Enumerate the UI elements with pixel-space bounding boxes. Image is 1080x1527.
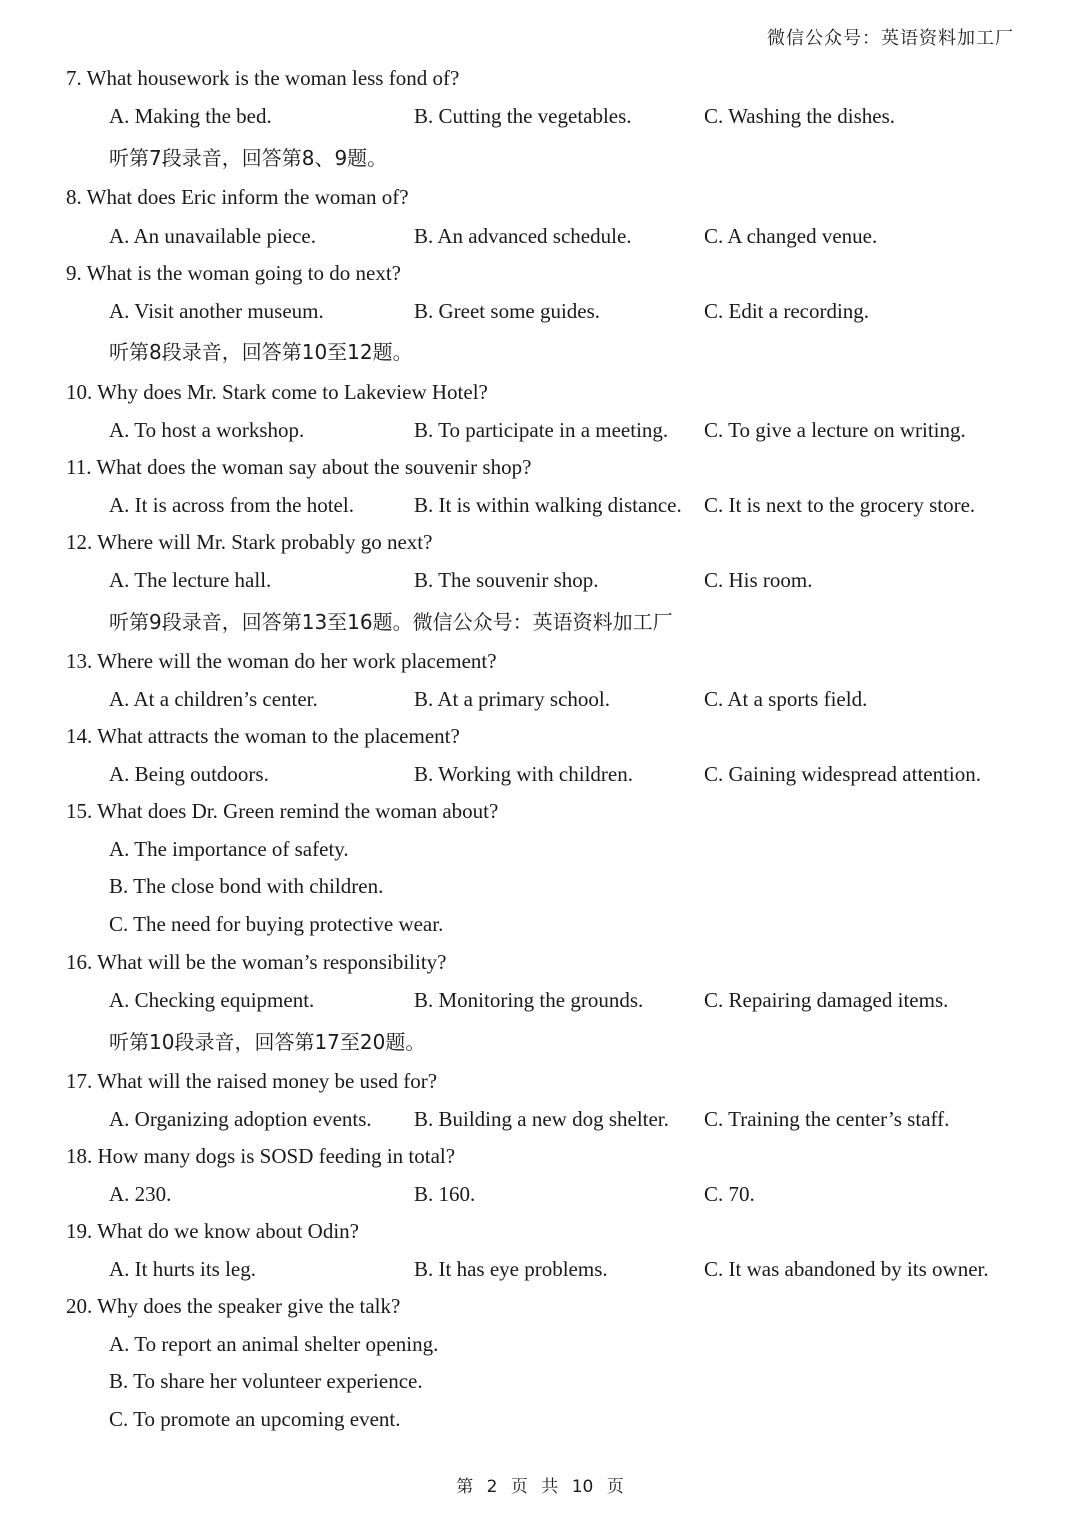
question-19: 19. What do we know about Odin? (66, 1219, 359, 1243)
question-10: 10. Why does Mr. Stark come to Lakeview Hotel? (66, 380, 488, 404)
option-17b: B. Building a new dog shelter. (414, 1107, 669, 1131)
option-18b: B. 160. (414, 1182, 476, 1206)
option-14b: B. Working with children. (414, 762, 633, 786)
option-9c: C. Edit a recording. (704, 299, 870, 323)
option-19c: C. It was abandoned by its owner. (704, 1257, 989, 1281)
option-7c: C. Washing the dishes. (704, 104, 895, 128)
option-13c: C. At a sports field. (704, 687, 868, 711)
header-watermark: 微信公众号：英语资料加工厂 (767, 28, 1014, 49)
question-15: 15. What does Dr. Green remind the woman about? (66, 799, 499, 823)
option-15b: B. The close bond with children. (109, 874, 384, 898)
question-12: 12. Where will Mr. Stark probably go next? (66, 530, 433, 554)
option-14a: A. Being outdoors. (109, 762, 269, 786)
option-16a: A. Checking equipment. (109, 988, 315, 1012)
option-17a: A. Organizing adoption events. (109, 1107, 372, 1131)
option-12b: B. The souvenir shop. (414, 568, 599, 592)
question-8-options (0, 224, 1080, 250)
option-9b: B. Greet some guides. (414, 299, 601, 323)
question-11: 11. What does the woman say about the souvenir shop? (66, 455, 532, 479)
option-10b: B. To participate in a meeting. (414, 418, 669, 442)
option-19b: B. It has eye problems. (414, 1257, 608, 1281)
question-16: 16. What will be the woman’s responsibility? (66, 950, 447, 974)
option-15c: C. The need for buying protective wear. (109, 912, 444, 936)
question-8: 8. What does Eric inform the woman of? (66, 185, 409, 209)
question-14-options (0, 762, 1080, 788)
section-instruction-7: 听第7段录音，回答第8、9题。 (109, 146, 388, 170)
option-7b: B. Cutting the vegetables. (414, 104, 632, 128)
option-7a: A. Making the bed. (109, 104, 272, 128)
question-20: 20. Why does the speaker give the talk? (66, 1294, 401, 1318)
option-19a: A. It hurts its leg. (109, 1257, 256, 1281)
option-17c: C. Training the center’s staff. (704, 1107, 950, 1131)
option-12c: C. His room. (704, 568, 813, 592)
option-11b: B. It is within walking distance. (414, 493, 682, 517)
option-16c: C. Repairing damaged items. (704, 988, 949, 1012)
question-10-options (0, 418, 1080, 444)
question-13-options (0, 687, 1080, 713)
question-18-options (0, 1182, 1080, 1208)
question-16-options (0, 988, 1080, 1014)
option-13b: B. At a primary school. (414, 687, 610, 711)
option-20b: B. To share her volunteer experience. (109, 1369, 423, 1393)
option-20a: A. To report an animal shelter opening. (109, 1332, 439, 1356)
question-17-options (0, 1107, 1080, 1133)
option-18c: C. 70. (704, 1182, 755, 1206)
question-7-options (0, 104, 1080, 130)
question-7: 7. What housework is the woman less fond of? (66, 66, 460, 90)
option-8c: C. A changed venue. (704, 224, 878, 248)
option-15a: A. The importance of safety. (109, 837, 349, 861)
option-11a: A. It is across from the hotel. (109, 493, 354, 517)
option-9a: A. Visit another museum. (109, 299, 324, 323)
question-11-options (0, 493, 1080, 519)
option-10a: A. To host a workshop. (109, 418, 305, 442)
section-instruction-9: 听第9段录音，回答第13至16题。微信公众号：英语资料加工厂 (109, 610, 673, 634)
question-12-options (0, 568, 1080, 594)
option-13a: A. At a children’s center. (109, 687, 318, 711)
question-13: 13. Where will the woman do her work placement? (66, 649, 497, 673)
option-12a: A. The lecture hall. (109, 568, 272, 592)
option-18a: A. 230. (109, 1182, 172, 1206)
option-10c: C. To give a lecture on writing. (704, 418, 966, 442)
option-16b: B. Monitoring the grounds. (414, 988, 644, 1012)
question-9-options (0, 299, 1080, 325)
option-14c: C. Gaining widespread attention. (704, 762, 982, 786)
question-18: 18. How many dogs is SOSD feeding in total? (66, 1144, 456, 1168)
option-20c: C. To promote an upcoming event. (109, 1407, 401, 1431)
option-8b: B. An advanced schedule. (414, 224, 632, 248)
option-8a: A. An unavailable piece. (109, 224, 317, 248)
question-9: 9. What is the woman going to do next? (66, 261, 401, 285)
question-14: 14. What attracts the woman to the placement? (66, 724, 460, 748)
section-instruction-8: 听第8段录音，回答第10至12题。 (109, 340, 413, 364)
question-19-options (0, 1257, 1080, 1283)
section-instruction-10: 听第10段录音，回答第17至20题。 (109, 1030, 426, 1054)
question-17: 17. What will the raised money be used for? (66, 1069, 438, 1093)
option-11c: C. It is next to the grocery store. (704, 493, 976, 517)
page-number: 第 2 页 共 10 页 (456, 1477, 624, 1497)
